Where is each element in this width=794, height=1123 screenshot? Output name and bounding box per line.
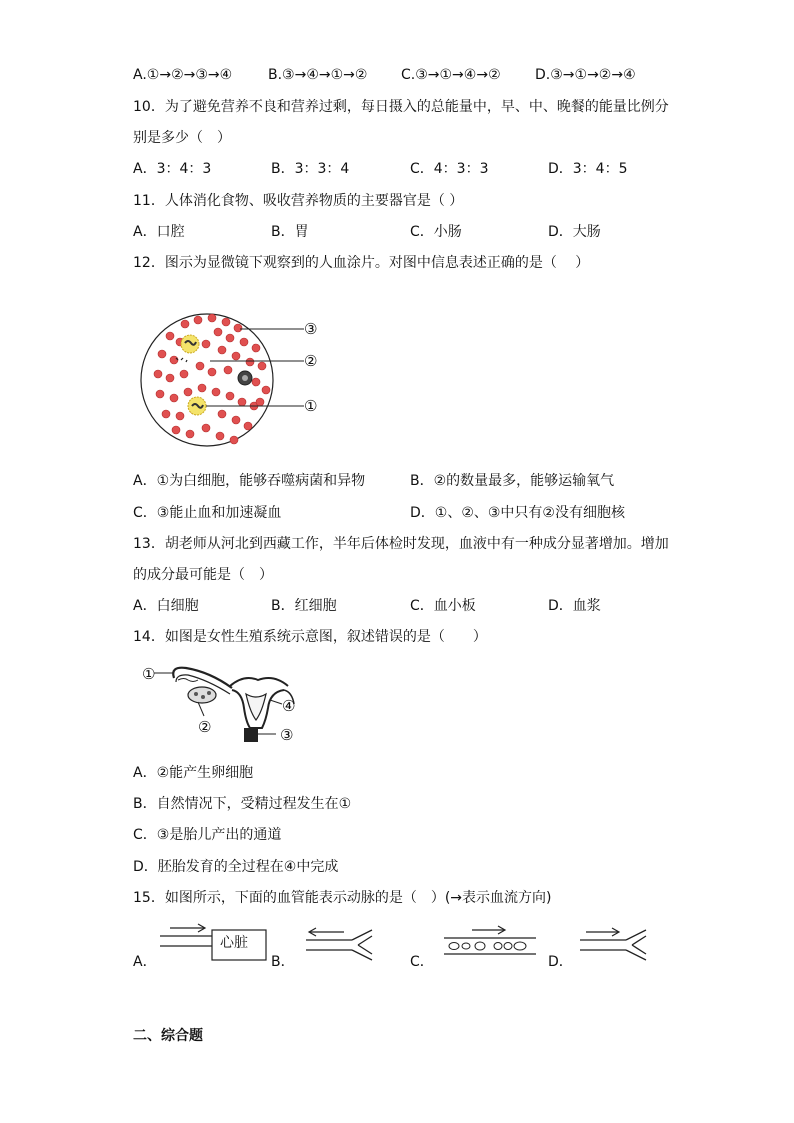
q10-option-d[interactable]: D．3：4：5 [548, 161, 628, 177]
vessel-d-figure [578, 924, 658, 964]
q12-stem: 12．图示为显微镜下观察到的人血涂片。对图中信息表述正确的是（ ） [133, 255, 590, 271]
female-reproductive-figure [140, 660, 300, 745]
q10-option-b[interactable]: B．3：3：4 [271, 161, 350, 177]
q14-option-b[interactable]: B．自然情况下，受精过程发生在① [133, 796, 352, 812]
reproductive-label-2: ② [198, 718, 212, 736]
q15-stem: 15．如图所示，下面的血管能表示动脉的是（ ）(→表示血流方向) [133, 890, 552, 906]
q14-stem: 14．如图是女性生殖系统示意图，叙述错误的是（ ） [133, 629, 487, 645]
vessel-a-figure [158, 922, 268, 962]
q14-option-c[interactable]: C．③是胎儿产出的通道 [133, 827, 282, 843]
q13-stem-cont: 的成分最可能是（ ） [133, 567, 273, 583]
q12-option-c[interactable]: C．③能止血和加速凝血 [133, 505, 282, 521]
q13-option-b[interactable]: B．红细胞 [271, 598, 337, 614]
q13-option-c[interactable]: C．血小板 [410, 598, 476, 614]
q10-stem-cont: 别是多少（ ） [133, 130, 231, 146]
q11-option-a[interactable]: A．口腔 [133, 224, 185, 240]
reproductive-label-4: ④ [282, 697, 296, 715]
q12-option-a[interactable]: A．①为白细胞，能够吞噬病菌和异物 [133, 473, 366, 489]
q9-option-d[interactable]: D.③→①→②→④ [535, 67, 636, 83]
q13-option-d[interactable]: D．血浆 [548, 598, 601, 614]
blood-label-2: ② [304, 352, 318, 370]
q12-option-d[interactable]: D．①、②、③中只有②没有细胞核 [410, 505, 625, 521]
q10-option-a[interactable]: A．3：4：3 [133, 161, 212, 177]
heart-label: 心脏 [220, 935, 248, 951]
q9-option-b[interactable]: B.③→④→①→② [268, 67, 368, 83]
vessel-c-figure [442, 924, 542, 960]
q14-option-a[interactable]: A．②能产生卵细胞 [133, 765, 254, 781]
q9-option-c[interactable]: C.③→①→④→② [401, 67, 501, 83]
q15-option-a[interactable]: A． [133, 954, 157, 970]
q11-option-d[interactable]: D．大肠 [548, 224, 601, 240]
reproductive-label-1: ① [142, 665, 156, 683]
q11-stem: 11．人体消化食物、吸收营养物质的主要器官是（ ） [133, 193, 464, 209]
q15-option-d[interactable]: D． [548, 954, 573, 970]
q13-stem: 13．胡老师从河北到西藏工作，半年后体检时发现，血液中有一种成分显著增加。增加 [133, 536, 669, 552]
section-title: 二、综合题 [133, 1028, 203, 1044]
q15-option-c[interactable]: C． [410, 954, 434, 970]
q12-option-b[interactable]: B．②的数量最多，能够运输氧气 [410, 473, 615, 489]
q11-option-c[interactable]: C．小肠 [410, 224, 462, 240]
q10-option-c[interactable]: C．4：3：3 [410, 161, 489, 177]
q15-option-b[interactable]: B． [271, 954, 295, 970]
vessel-b-figure [302, 924, 382, 964]
q14-option-d[interactable]: D．胚胎发育的全过程在④中完成 [133, 859, 339, 875]
blood-label-3: ③ [304, 320, 318, 338]
q9-option-a[interactable]: A.①→②→③→④ [133, 67, 233, 83]
q11-option-b[interactable]: B．胃 [271, 224, 309, 240]
q13-option-a[interactable]: A．白细胞 [133, 598, 199, 614]
q10-stem: 10．为了避免营养不良和营养过剩，每日摄入的总能量中，早、中、晚餐的能量比例分 [133, 99, 669, 115]
blood-label-1: ① [304, 397, 318, 415]
reproductive-label-3: ③ [280, 726, 294, 744]
